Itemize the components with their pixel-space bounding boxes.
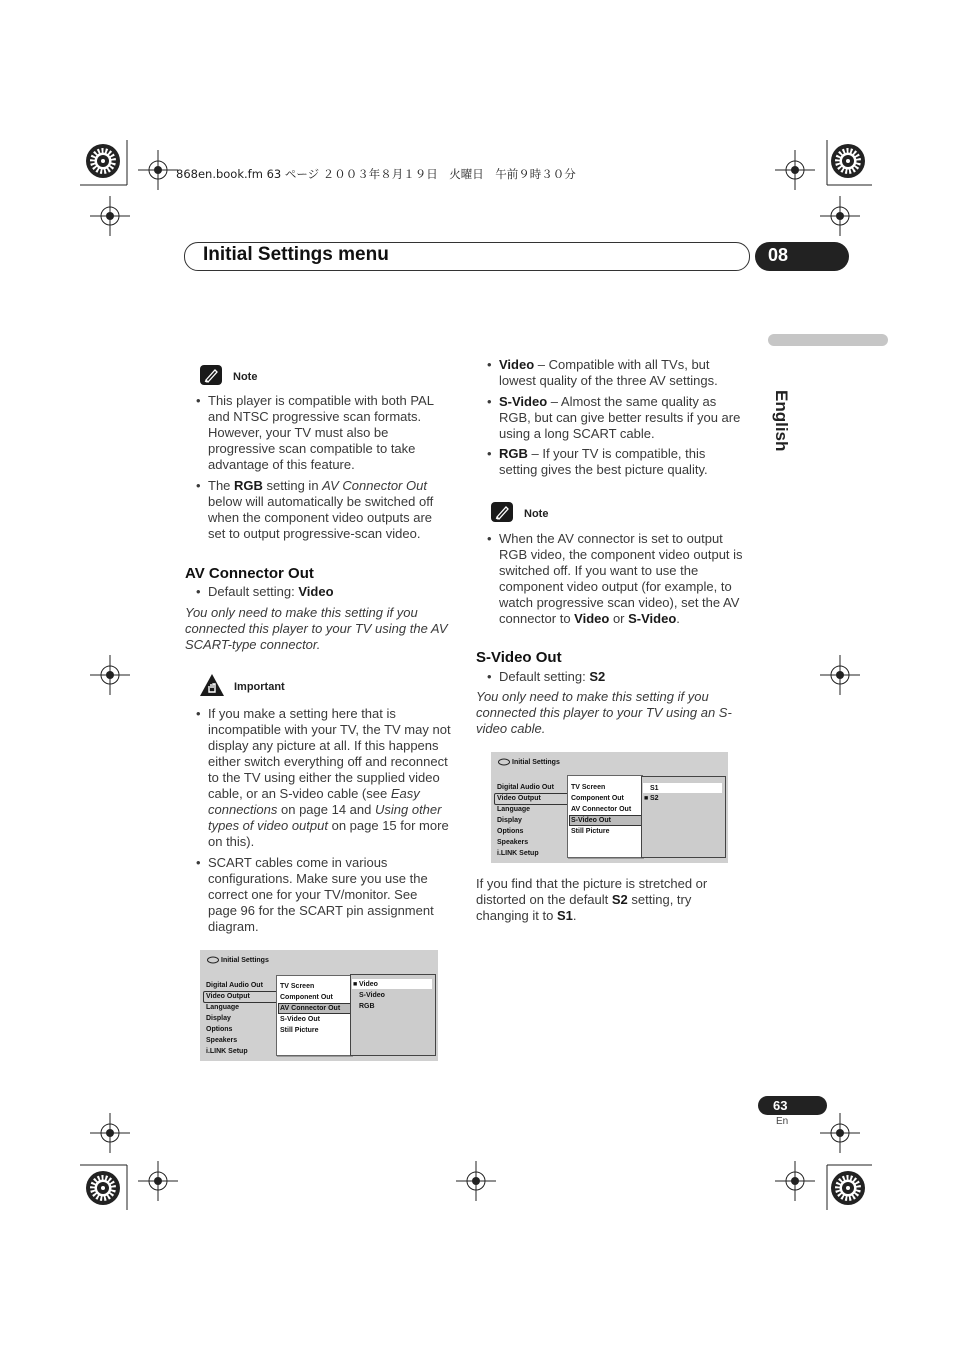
option-item: RGB [359, 1003, 375, 1010]
list-item: • Video – Compatible with all TVs, but lowest quality of the three AV settings. [487, 357, 718, 388]
list-item: • S-Video – Almost the same quality as RGB, but can give better results if you are using a long SCART cable. [487, 394, 741, 441]
list-item: • SCART cables come in various configurations. Make sure you use the correct one for your TV/monitor. See page 96 for the SCART pin assignment diagram. [196, 855, 434, 934]
page-number: 63 [773, 1098, 788, 1113]
screen-title: Initial Settings [221, 957, 269, 964]
disc-icon [498, 757, 510, 767]
submenu-item: TV Screen [571, 784, 606, 791]
submenu-item: Component Out [280, 994, 333, 1001]
page-language: En [776, 1116, 789, 1127]
section-heading-av: AV Connector Out [185, 565, 314, 582]
page-title: Initial Settings menu [203, 244, 389, 265]
option-item: S-Video [359, 992, 385, 999]
submenu-item: AV Connector Out [571, 806, 632, 813]
list-item: • The RGB setting in AV Connector Out below will automatically be switched off when the component video outputs are set to output progressive-scan video. [196, 478, 434, 541]
menu-item: i.LINK Setup [497, 850, 539, 857]
language-tab: English [772, 390, 791, 452]
menu-item: Video Output [497, 795, 541, 802]
note-label: Note [233, 371, 258, 383]
menu-item: Language [206, 1004, 240, 1011]
menu-item: Video Output [206, 993, 250, 1000]
submenu-item: Still Picture [571, 828, 610, 835]
menu-item: Options [206, 1026, 233, 1033]
list-item: • This player is compatible with both PAL and NTSC progressive scan formats. However, your TV must also be progressive scan compatible to take advantage of this feature. [196, 393, 434, 472]
submenu-item: TV Screen [280, 983, 315, 990]
option-item: S2 [650, 795, 659, 802]
submenu-item: S-Video Out [280, 1016, 320, 1023]
option-item: Video [359, 981, 378, 988]
default-setting-av: • Default setting: Video [196, 584, 334, 599]
list-item: • RGB – If your TV is compatible, this setting gives the best picture quality. [487, 446, 708, 477]
menu-item: Speakers [206, 1037, 238, 1044]
menu-item: Display [206, 1015, 231, 1022]
list-item: • If you make a setting here that is incompatible with your TV, the TV may not display any picture at all. If this happens either switch everything off and reconnect to the TV using either the supplied video cable, or an S-video cable (see Easy connections on page 14 and Using other types of video output on page 15 for more on this). [196, 706, 451, 849]
note-label: Note [524, 508, 549, 520]
submenu-item: AV Connector Out [280, 1005, 341, 1012]
menu-item: Speakers [497, 839, 529, 846]
submenu-item: S-Video Out [571, 817, 611, 824]
menu-item: Digital Audio Out [206, 982, 263, 989]
print-header: 868en.book.fm 63 ページ ２００３年８月１９日 火曜日 午前９時３０分 [176, 167, 576, 181]
screen-s-video-out [491, 752, 728, 863]
list-item: • When the AV connector is set to output RGB video, the component video output is switched off. If you want to use the component video output (for example, to watch progressive scan video), set the AV connector to Video or S-Video. [487, 531, 743, 626]
page-number-badge [758, 1096, 827, 1115]
chapter-number: 08 [768, 245, 789, 265]
note-icon [491, 502, 513, 522]
important-label: Important [234, 681, 285, 693]
menu-item: Display [497, 817, 522, 824]
menu-item: Options [497, 828, 524, 835]
submenu-item: Component Out [571, 795, 624, 802]
screen-title: Initial Settings [512, 759, 560, 766]
menu-item: Digital Audio Out [497, 784, 554, 791]
section-heading-sv: S-Video Out [476, 649, 562, 666]
option-marker: ■ [644, 795, 649, 802]
outro-text: If you find that the picture is stretched or distorted on the default S2 setting, try changing it to S1. [476, 876, 708, 923]
intro-sv: You only need to make this setting if you connected this player to your TV using an S-video cable. [476, 689, 732, 736]
intro-av: You only need to make this setting if you connected this player to your TV using the AV SCART-type connector. [185, 605, 448, 652]
default-setting-sv: • Default setting: S2 [487, 669, 606, 684]
menu-item: i.LINK Setup [206, 1048, 248, 1055]
submenu-item: Still Picture [280, 1027, 319, 1034]
option-item: S1 [650, 785, 659, 792]
menu-item: Language [497, 806, 531, 813]
option-marker: ■ [353, 981, 358, 988]
